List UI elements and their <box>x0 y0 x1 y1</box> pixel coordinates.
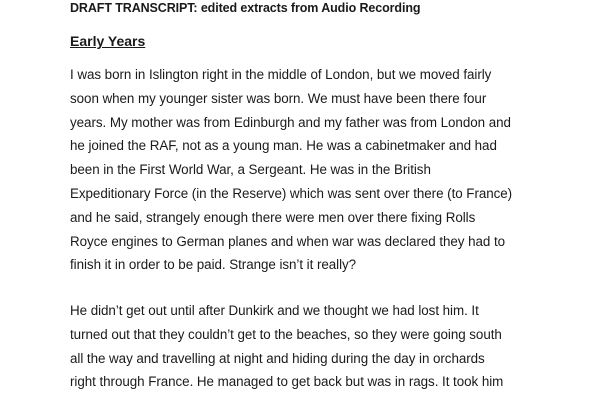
paragraph-line: finish it in order to be paid. Strange isn’t it really? <box>70 257 357 273</box>
paragraph-line: Expeditionary Force (in the Reserve) which was sent over there (to France) <box>70 185 513 201</box>
paragraph-line: been in the First World War, a Sergeant. He was in the British <box>70 162 431 178</box>
paragraph-line: and he said, strangely enough there were men over there fixing Rolls <box>70 209 476 225</box>
paragraph-line: right through France. He managed to get back but was in rags. It took him <box>70 374 504 390</box>
paragraph-line: he joined the RAF, not as a young man. He was a cabinetmaker and had <box>70 138 497 154</box>
paragraph-line: soon when my younger sister was born. We must have been there four <box>70 90 487 106</box>
paragraph-2 <box>70 299 540 394</box>
paragraph-line: I was born in Islington right in the middle of London, but we moved fairly <box>70 67 492 82</box>
paragraph-line: all the way and travelling at night and hiding during the day in orchards <box>70 350 485 366</box>
paragraph-line: He didn’t get out until after Dunkirk and we thought we had lost him. It <box>70 303 479 318</box>
section-heading: Early Years <box>70 33 146 49</box>
paragraph-line: Royce engines to German planes and when war was declared they had to <box>70 233 506 249</box>
paragraph-line: turned out that they couldn’t get to the beaches, so they were going south <box>70 326 502 342</box>
paragraph-line: years. My mother was from Edinburgh and my father was from London and <box>70 114 511 130</box>
document-header: DRAFT TRANSCRIPT: edited extracts from Audio Recording <box>70 1 421 15</box>
paragraph-1 <box>70 63 540 277</box>
